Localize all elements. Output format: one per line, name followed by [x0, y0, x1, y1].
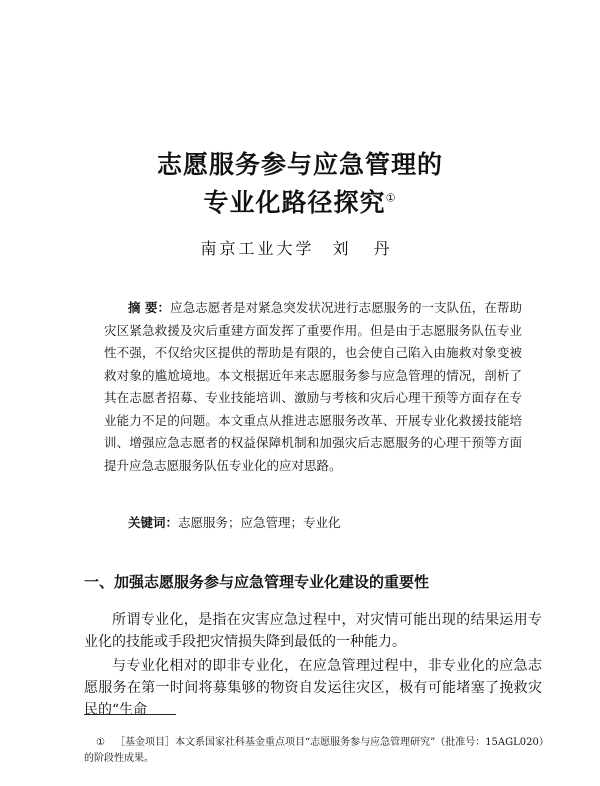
footnote-text: ［基金项目］本文系国家社科基金重点项目“志愿服务参与应急管理研究”（批准号：15AGL020）的阶段性成果。: [84, 737, 544, 764]
author-affiliation: 南京工业大学: [200, 239, 315, 258]
body-paragraph-1: 所谓专业化，是指在灾害应急过程中，对灾情可能出现的结果运用专业化的技能或手段把灾情损失降到最低的一种能力。: [84, 612, 542, 650]
author-line: [0, 236, 600, 259]
abstract-label: 摘 要：: [128, 300, 171, 315]
paper-title-line-2: [0, 183, 600, 219]
keywords-label: 关键词：: [128, 515, 179, 530]
paper-title-line-1: 志愿服务参与应急管理的: [156, 150, 443, 179]
author-name: 刘 丹: [332, 239, 400, 258]
footnote-divider: [84, 714, 176, 715]
keywords: [128, 513, 341, 531]
abstract-text: 应急志愿者是对紧急突发状况进行志愿服务的一支队伍，在帮助灾区紧急救援及灾后重建方面发挥了重要作用。但是由于志愿服务队伍专业性不强，不仅给灾区提供的帮助是有限的，也会使自己陷入由施救对象变被救对象的尴尬境地。本文根据近年来志愿服务参与应急管理的情况，剖析了其在志愿者招募、专业技能培训、激励与考核和灾后心理干预等方面存在专业能力不足的问题。本文重点从推进志愿服务改革、开展专业化救援技能培训、增强应急志愿者的权益保障机制和加强灾后志愿服务的心理干预等方面提升应急志愿服务队伍专业化的应对思路。: [104, 300, 522, 473]
footnote-mark: ①: [96, 737, 105, 748]
section-heading: 一、加强志愿服务参与应急管理专业化建设的重要性: [84, 573, 430, 591]
body-paragraph-2: 与专业化相对的即非专业化，在应急管理过程中，非专业化的应急志愿服务在第一时间将募集够的物资自发运往灾区，极有可能堵塞了挽救灾民的“生命: [84, 658, 542, 718]
footnote: [84, 735, 544, 767]
paper-title-line-2-text: 专业化路径探究: [203, 188, 386, 217]
abstract: [104, 297, 522, 477]
keywords-text: 志愿服务；应急管理；专业化: [178, 515, 341, 530]
title-footnote-mark: ①: [385, 191, 397, 205]
